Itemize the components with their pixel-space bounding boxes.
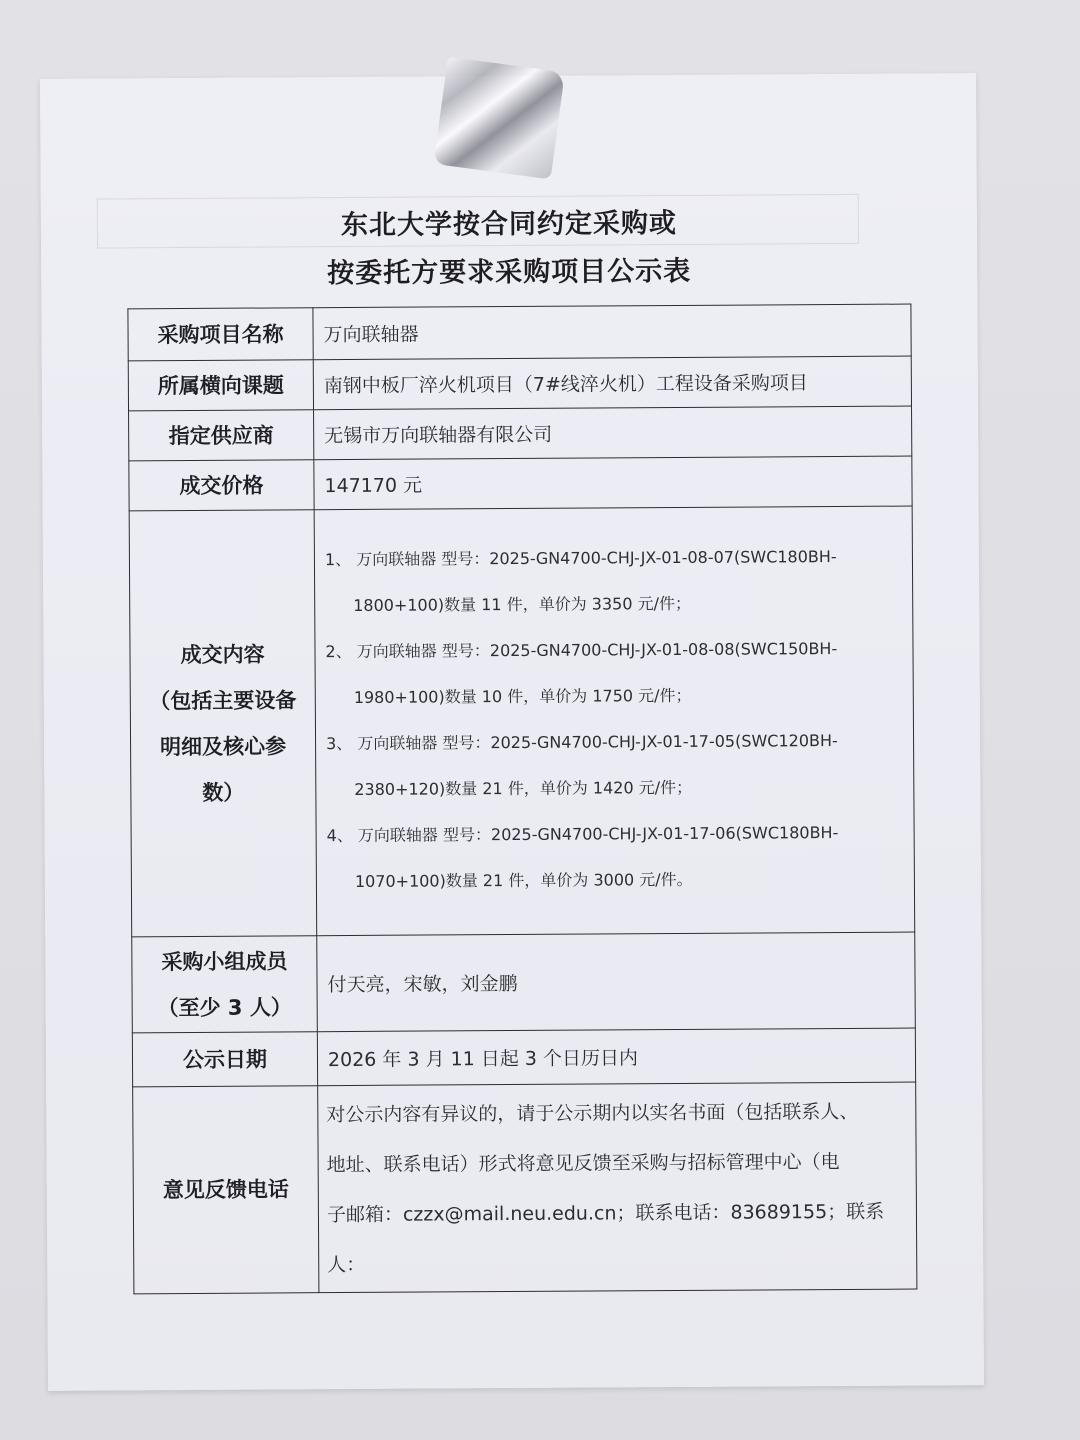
label-price: 成交价格 — [129, 460, 314, 511]
value-subject: 南钢中板厂淬火机项目（7#线淬火机）工程设备采购项目 — [313, 356, 911, 410]
row-subject — [128, 356, 911, 411]
row-project-name — [128, 304, 911, 361]
value-team: 付天亮，宋敏，刘金鹏 — [317, 932, 916, 1032]
label-subject: 所属横向课题 — [128, 360, 313, 411]
label-team — [132, 936, 318, 1033]
value-project-name: 万向联轴器 — [313, 304, 911, 360]
feedback-line: 对公示内容有异议的，请于公示期内以实名书面（包括联系人、 — [326, 1100, 859, 1127]
row-team — [132, 932, 916, 1033]
label-team-line: （至少 3 人） — [157, 994, 292, 1020]
value-supplier: 无锡市万向联轴器有限公司 — [314, 406, 912, 460]
item-model-line: 4、 万向联轴器 型号：2025-GN4700-CHJ-JX-01-17-06(SWC180BH- — [326, 822, 839, 845]
document-title-line1: 东北大学按合同约定采购或 — [340, 207, 677, 242]
value-date: 2026 年 3 月 11 日起 3 个日历日内 — [317, 1028, 915, 1086]
item-model-line: 1、 万向联轴器 型号：2025-GN4700-CHJ-JX-01-08-07(SWC180BH- — [324, 546, 837, 569]
list-item — [326, 717, 904, 813]
notice-paper — [40, 73, 984, 1391]
row-supplier — [129, 406, 912, 461]
feedback-line: 地址、联系电话）形式将意见反馈至采购与招标管理中心（电 — [326, 1151, 840, 1177]
value-feedback — [318, 1082, 917, 1293]
item-quantity-line: 1800+100)数量 11 件，单价为 3350 元/件； — [353, 593, 692, 615]
row-content — [129, 506, 915, 937]
item-model-line: 3、 万向联轴器 型号：2025-GN4700-CHJ-JX-01-17-05(SWC120BH- — [326, 730, 838, 753]
label-project-name: 采购项目名称 — [128, 308, 313, 361]
item-model-line: 2、 万向联轴器 型号：2025-GN4700-CHJ-JX-01-08-08(SWC150BH- — [325, 638, 838, 661]
label-content-line: 成交内容 — [180, 642, 265, 667]
item-quantity-line: 2380+120)数量 21 件，单价为 1420 元/件； — [354, 777, 693, 799]
value-content — [314, 506, 915, 936]
item-quantity-line: 1070+100)数量 21 件，单价为 3000 元/件。 — [354, 869, 693, 891]
list-item — [325, 533, 903, 629]
row-date — [132, 1028, 915, 1087]
row-price — [129, 456, 912, 511]
adhesive-tape — [434, 57, 565, 180]
label-feedback: 意见反馈电话 — [133, 1086, 319, 1294]
list-item — [325, 625, 903, 721]
label-content-line: 明细及核心参 — [160, 733, 287, 759]
item-quantity-line: 1980+100)数量 10 件，单价为 1750 元/件； — [353, 685, 692, 707]
label-date: 公示日期 — [132, 1032, 317, 1087]
feedback-line: 子邮箱：czzx@mail.neu.edu.cn；联系电话：83689155；联系人： — [326, 1200, 885, 1277]
label-content-line: （包括主要设备 — [149, 687, 297, 713]
label-content-line: 数） — [202, 780, 245, 805]
notice-table — [127, 304, 917, 1295]
label-content — [129, 510, 317, 937]
list-item — [326, 809, 904, 905]
label-team-line: 采购小组成员 — [161, 948, 288, 974]
row-feedback — [133, 1082, 917, 1294]
document-title-line2: 按委托方要求采购项目公示表 — [327, 255, 692, 290]
value-price: 147170 元 — [314, 456, 912, 510]
label-supplier: 指定供应商 — [129, 410, 314, 461]
